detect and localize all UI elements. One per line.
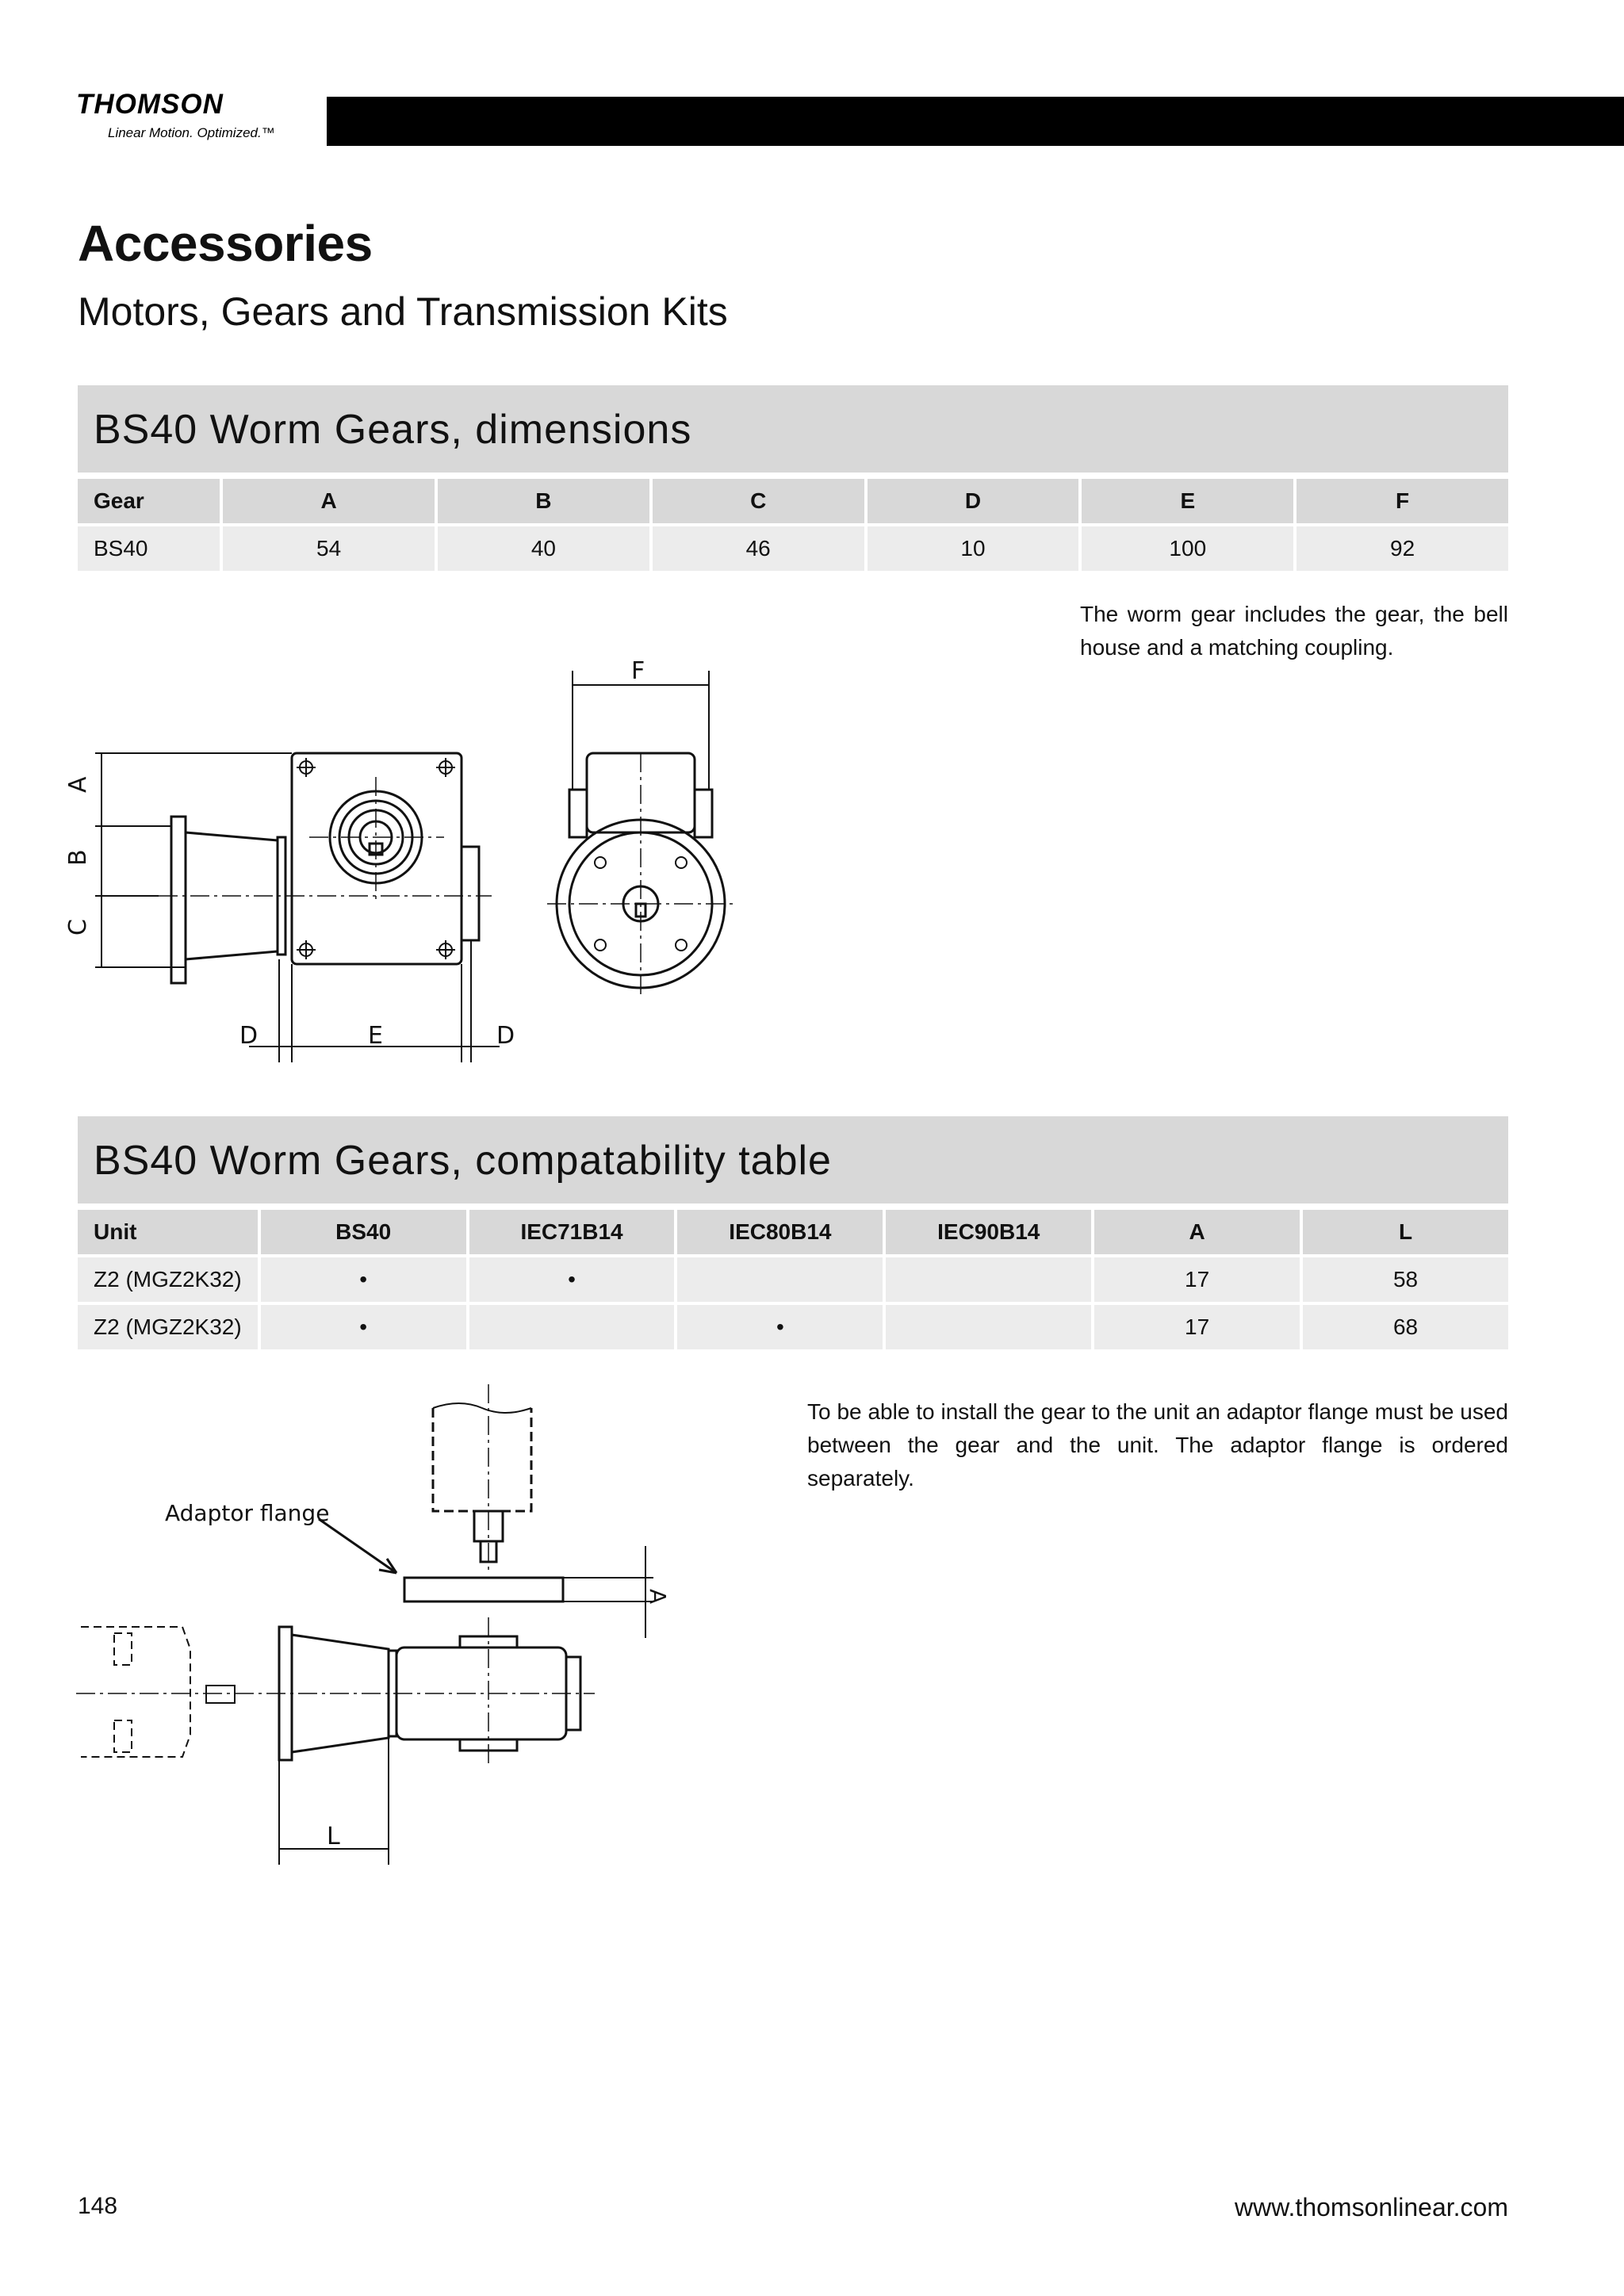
column-header: A bbox=[1094, 1210, 1300, 1254]
adaptor-flange-label: Adaptor flange bbox=[165, 1500, 330, 1526]
table-cell: 17 bbox=[1094, 1257, 1300, 1302]
table-header-row bbox=[78, 479, 1508, 523]
table-cell: 17 bbox=[1094, 1305, 1300, 1349]
table-cell: • bbox=[677, 1305, 883, 1349]
table-row bbox=[78, 1305, 1508, 1349]
column-header: E bbox=[1082, 479, 1293, 523]
label-A: A bbox=[64, 776, 92, 793]
label-L: L bbox=[327, 1823, 340, 1850]
column-header: Gear bbox=[78, 479, 220, 523]
table-cell: BS40 bbox=[78, 526, 220, 571]
table-cell: 10 bbox=[868, 526, 1079, 571]
table-row bbox=[78, 526, 1508, 571]
table-cell: • bbox=[261, 1305, 466, 1349]
table-cell: 54 bbox=[223, 526, 435, 571]
thomson-logo bbox=[76, 89, 282, 144]
dimension-A bbox=[563, 1546, 653, 1638]
table-cell bbox=[677, 1257, 883, 1302]
table-cell: Z2 (MGZ2K32) bbox=[78, 1257, 258, 1302]
label-D-right: D bbox=[496, 1022, 515, 1050]
compat-heading: BS40 Worm Gears, compatability table bbox=[94, 1138, 832, 1184]
brand-tagline: Linear Motion. Optimized.™ bbox=[108, 125, 275, 140]
dimensions-note: The worm gear includes the gear, the bell house and a matching coupling. bbox=[1080, 602, 1508, 660]
table-cell bbox=[886, 1257, 1091, 1302]
worm-gear-dimension-drawing bbox=[64, 650, 753, 1070]
table-header-row bbox=[78, 1210, 1508, 1254]
table-cell: 68 bbox=[1303, 1305, 1508, 1349]
column-header: IEC90B14 bbox=[886, 1210, 1091, 1254]
brand-name: THOMSON bbox=[76, 89, 224, 120]
column-header: BS40 bbox=[261, 1210, 466, 1254]
gear-boss-shape bbox=[462, 847, 479, 940]
compat-note: To be able to install the gear to the unit an adaptor flange must be used between the gear and the unit. The adaptor flange is ordered separately. bbox=[807, 1399, 1508, 1490]
table-cell: • bbox=[469, 1257, 675, 1302]
dimensions-section-header bbox=[78, 385, 1508, 473]
adaptor-flange-shape bbox=[404, 1578, 563, 1601]
label-E: E bbox=[368, 1022, 383, 1050]
label-A: A bbox=[645, 1589, 671, 1605]
column-header: B bbox=[438, 479, 649, 523]
unit-shape bbox=[433, 1384, 531, 1570]
page-title: Accessories bbox=[78, 215, 373, 272]
table-cell: • bbox=[261, 1257, 466, 1302]
page-number: 148 bbox=[78, 2193, 118, 2219]
table-cell: 92 bbox=[1297, 526, 1508, 571]
flange-shape bbox=[171, 817, 186, 983]
center-lines bbox=[159, 777, 492, 904]
front-view bbox=[547, 671, 737, 999]
column-header: D bbox=[868, 479, 1079, 523]
dimensions-table bbox=[75, 476, 1511, 574]
page-subtitle: Motors, Gears and Transmission Kits bbox=[78, 289, 728, 334]
label-B: B bbox=[64, 849, 92, 866]
table-cell: 58 bbox=[1303, 1257, 1508, 1302]
column-header: Unit bbox=[78, 1210, 258, 1254]
footer-url[interactable]: www.thomsonlinear.com bbox=[1234, 2193, 1508, 2221]
compat-section-header bbox=[78, 1116, 1508, 1203]
column-header: F bbox=[1297, 479, 1508, 523]
label-D-left: D bbox=[239, 1022, 259, 1050]
label-C: C bbox=[64, 919, 92, 936]
motor-shaft bbox=[206, 1686, 235, 1703]
table-cell: 40 bbox=[438, 526, 649, 571]
adaptor-flange-drawing bbox=[71, 1380, 706, 1879]
adaptor-arrow bbox=[319, 1519, 396, 1573]
dimensions-heading: BS40 Worm Gears, dimensions bbox=[94, 407, 692, 453]
table-row bbox=[78, 1257, 1508, 1302]
table-cell: 100 bbox=[1082, 526, 1293, 571]
column-header: L bbox=[1303, 1210, 1508, 1254]
gear-box-shape bbox=[292, 753, 462, 964]
column-header: IEC80B14 bbox=[677, 1210, 883, 1254]
table-cell bbox=[469, 1305, 675, 1349]
table-cell: Z2 (MGZ2K32) bbox=[78, 1305, 258, 1349]
motor-shape bbox=[81, 1627, 190, 1757]
label-F: F bbox=[631, 657, 645, 685]
column-header: A bbox=[223, 479, 435, 523]
vertical-dimensions bbox=[95, 753, 292, 967]
table-cell: 46 bbox=[653, 526, 864, 571]
column-header: IEC71B14 bbox=[469, 1210, 675, 1254]
header-bar bbox=[327, 97, 1624, 146]
compat-table bbox=[75, 1207, 1511, 1353]
table-cell bbox=[886, 1305, 1091, 1349]
column-header: C bbox=[653, 479, 864, 523]
